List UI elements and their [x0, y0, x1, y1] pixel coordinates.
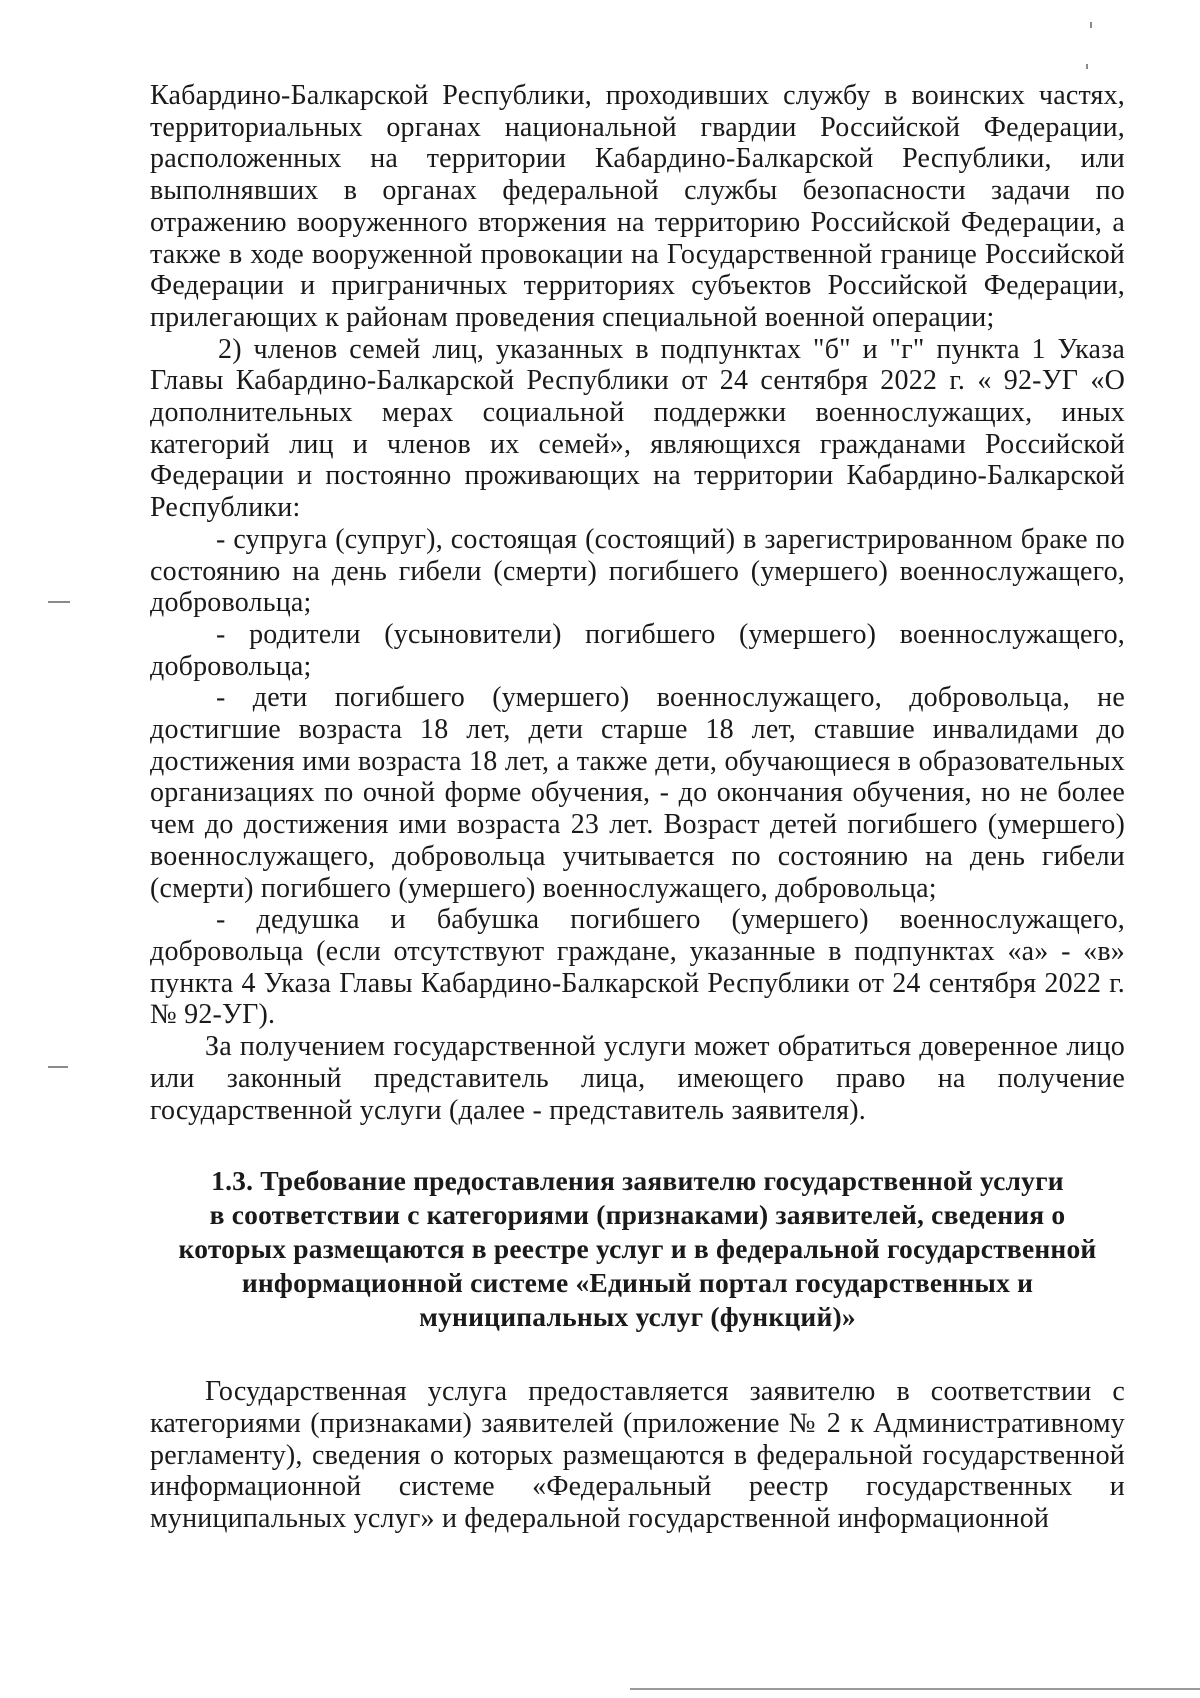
- paragraph-representative: За получением государственной услуги может обратиться доверенное лицо или законный представитель лица, имеющего право на получение государственной услуги (далее - представитель заявителя).: [150, 1031, 1125, 1126]
- list-item: - дети погибшего (умершего) военнослужащего, добровольца, не достигшие возраста 18 лет, дети старше 18 лет, ставшие инвалидами до достижения ими возраста 18 лет, а также дети, обучающиеся в образовательных организациях по очной форме обучения, - до окончания обучения, но не более чем до достижения ими возраста 23 лет. Возраст детей погибшего (умершего) военнослужащего, добровольца учитывается по состоянию на день гибели (смерти) погибшего (умершего) военнослужащего, добровольца;: [150, 682, 1125, 904]
- page-edge-line: [630, 1688, 1200, 1690]
- section-heading-line: муниципальных услуг (функций)»: [419, 1301, 856, 1333]
- paragraph-family-members: 2) членов семей лиц, указанных в подпунктах "б" и "г" пункта 1 Указа Главы Кабардино-Балкарской Республики от 24 сентября 2022 г. « 92-УГ «О дополнительных мерах социальной поддержки военнослужащих, иных категорий лиц и членов их семей», являющихся гражданами Российской Федерации и постоянно проживающих на территории Кабардино-Балкарской Республики:: [150, 333, 1125, 524]
- document-page: [150, 80, 1125, 1535]
- scan-artifact: [48, 1066, 68, 1068]
- section-heading-line: которых размещаются в реестре услуг и в федеральной государственной: [178, 1233, 1097, 1265]
- paragraph-continuation: Кабардино-Балкарской Республики, проходивших службу в воинских частях, территориальных органах национальной гвардии Российской Федерации, расположенных на территории Кабардино-Балкарской Республики, или выполнявших в органах федеральной службы безопасности задачи по отражению вооруженного вторжения на территорию Российской Федерации, а также в ходе вооруженной провокации на Государственной границе Российской Федерации и приграничных территориях субъектов Российской Федерации, прилегающих к районам проведения специальной военной операции;: [150, 80, 1125, 333]
- scan-artifact: [1090, 22, 1092, 28]
- paragraph-service-provision: Государственная услуга предоставляется заявителю в соответствии с категориями (признаками) заявителей (приложение № 2 к Административному регламенту), сведения о которых размещаются в федеральной государственной информационной системе «Федеральный реестр государственных и муниципальных услуг» и федеральной государственной информационной: [150, 1376, 1125, 1535]
- scan-artifact: [48, 601, 70, 603]
- list-item: - родители (усыновители) погибшего (умершего) военнослужащего, добровольца;: [150, 618, 1125, 682]
- list-item: - супруга (супруг), состоящая (состоящий) в зарегистрированном браке по состоянию на день гибели (смерти) погибшего (умершего) военнослужащего, добровольца;: [150, 523, 1125, 619]
- section-heading-line: в соответствии с категориями (признаками) заявителей, сведения о: [209, 1199, 1066, 1231]
- section-heading: [150, 1164, 1125, 1334]
- scan-artifact: [1086, 64, 1088, 69]
- section-heading-line: 1.3. Требование предоставления заявителю государственной услуги: [211, 1165, 1064, 1197]
- section-heading-line: информационной системе «Единый портал государственных и: [241, 1267, 1034, 1299]
- list-item: - дедушка и бабушка погибшего (умершего) военнослужащего, добровольца (если отсутствуют граждане, указанные в подпунктах «а» - «в» пункта 4 Указа Главы Кабардино-Балкарской Республики от 24 сентября 2022 г. № 92-УГ).: [150, 904, 1125, 1031]
